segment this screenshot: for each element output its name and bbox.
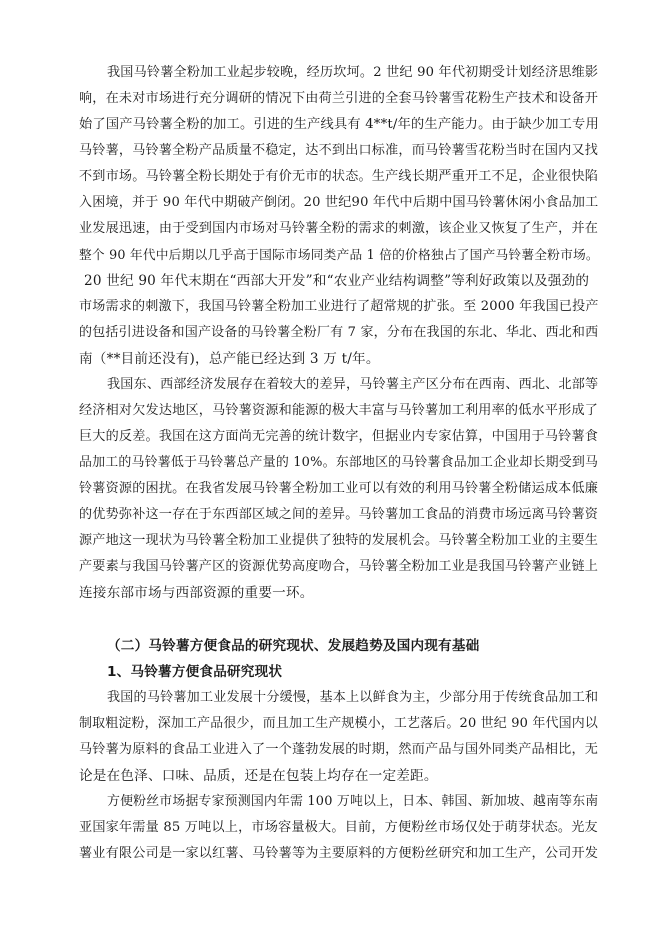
body-text-line: 产要素与我国马铃薯产区的资源优势高度吻合，马铃薯全粉加工业是我国马铃薯产业链上 <box>79 559 599 574</box>
body-text-line: 方便粉丝市场据专家预测国内年需 100 万吨以上，日本、韩国、新加坡、越南等东南 <box>107 794 599 809</box>
body-text-line: 市场需求的刺激下，我国马铃薯全粉加工业进行了超常规的扩张。至 2000 年我国已投产 <box>79 299 599 314</box>
body-text-line: 论是在色泽、口味、品质，还是在包装上均存在一定差距。 <box>79 768 438 784</box>
body-text-line: 入困境，并于 90 年代中期破产倒闭。20 世纪90 年代中后期中国马铃薯休闲小食品加工 <box>79 195 599 210</box>
body-text-line: 马铃薯，马铃薯全粉产品质量不稳定，达不到出口标准，而马铃薯雪花粉当时在国内又找 <box>79 143 599 158</box>
body-text-line: 整个 90 年代中后期以几乎高于国际市场同类产品 1 倍的价格独占了国产马铃薯全粉市场。 <box>79 247 599 262</box>
subsection-heading: 1、马铃薯方便食品研究现状 <box>107 664 283 680</box>
section-heading: （二）马铃薯方便食品的研究现状、发展趋势及国内现有基础 <box>107 638 480 654</box>
body-text-line: 我国马铃薯全粉加工业起步较晚，经历坎坷。2 世纪 90 年代初期受计划经济思维影 <box>107 65 599 80</box>
body-text-line: 不到市场。马铃薯全粉长期处于有价无市的状态。生产线长期严重开工不足，企业很快陷 <box>79 169 599 184</box>
body-text-line: 制取粗淀粉，深加工产品很少，而且加工生产规模小，工艺落后。20 世纪 90 年代国内以 <box>79 716 598 731</box>
body-text-line: 20 世纪 90 年代末期在“西部大开发”和“农业产业结构调整”等利好政策以及强劲的 <box>84 273 590 289</box>
body-text-line: 铃薯资源的困扰。在我省发展马铃薯全粉加工业可以有效的利用马铃薯全粉储运成本低廉 <box>79 481 599 496</box>
body-text-line: 南（**目前还没有)，总产能已经达到 3 万 t/年。 <box>79 351 380 367</box>
body-text-line: 品加工的马铃薯低于马铃薯总产量的 10%。东部地区的马铃薯食品加工企业却长期受到马 <box>79 455 599 470</box>
body-text-line: 我国的马铃薯加工业发展十分缓慢，基本上以鲜食为主，少部分用于传统食品加工和 <box>107 690 599 705</box>
body-text-line: 的优势弥补这一存在于东西部区域之间的差异。马铃薯加工食品的消费市场远离马铃薯资 <box>79 507 599 522</box>
body-text-line: 源产地这一现状为马铃薯全粉加工业提供了独特的发展机会。马铃薯全粉加工业的主要生 <box>79 533 599 548</box>
body-text-line: 的包括引进设备和国产设备的马铃薯全粉厂有 7 家，分布在我国的东北、华北、西北和西 <box>79 325 599 340</box>
body-text-line: 经济相对欠发达地区，马铃薯资源和能源的极大丰富与马铃薯加工利用率的低水平形成了 <box>79 403 599 418</box>
body-text-line: 响，在未对市场进行充分调研的情况下由荷兰引进的全套马铃薯雪花粉生产技术和设备开 <box>79 91 599 106</box>
body-text-line: 马铃薯为原料的食品工业进入了一个蓬勃发展的时期，然而产品与国外同类产品相比，无 <box>79 742 599 757</box>
body-text-line: 巨大的反差。我国在这方面尚无完善的统计数字，但据业内专家估算，中国用于马铃薯食 <box>79 429 599 444</box>
body-text-line: 连接东部市场与西部资源的重要一环。 <box>79 585 314 601</box>
body-text-line: 始了国产马铃薯全粉的加工。引进的生产线具有 4**t/年的生产能力。由于缺少加工专用 <box>79 117 599 132</box>
body-text-line: 亚国家年需量 85 万吨以上，市场容量极大。目前，方便粉丝市场仅处于萌芽状态。光友 <box>79 820 598 835</box>
body-text-line: 我国东、西部经济发展存在着较大的差异，马铃薯主产区分布在西南、西北、北部等 <box>107 377 599 392</box>
body-text-line: 业发展迅速，由于受到国内市场对马铃薯全粉的需求的刺激，该企业又恢复了生产，并在 <box>79 221 599 236</box>
body-text-line: 薯业有限公司是一家以红薯、马铃薯等为主要原料的方便粉丝研究和加工生产，公司开发 <box>79 846 599 861</box>
